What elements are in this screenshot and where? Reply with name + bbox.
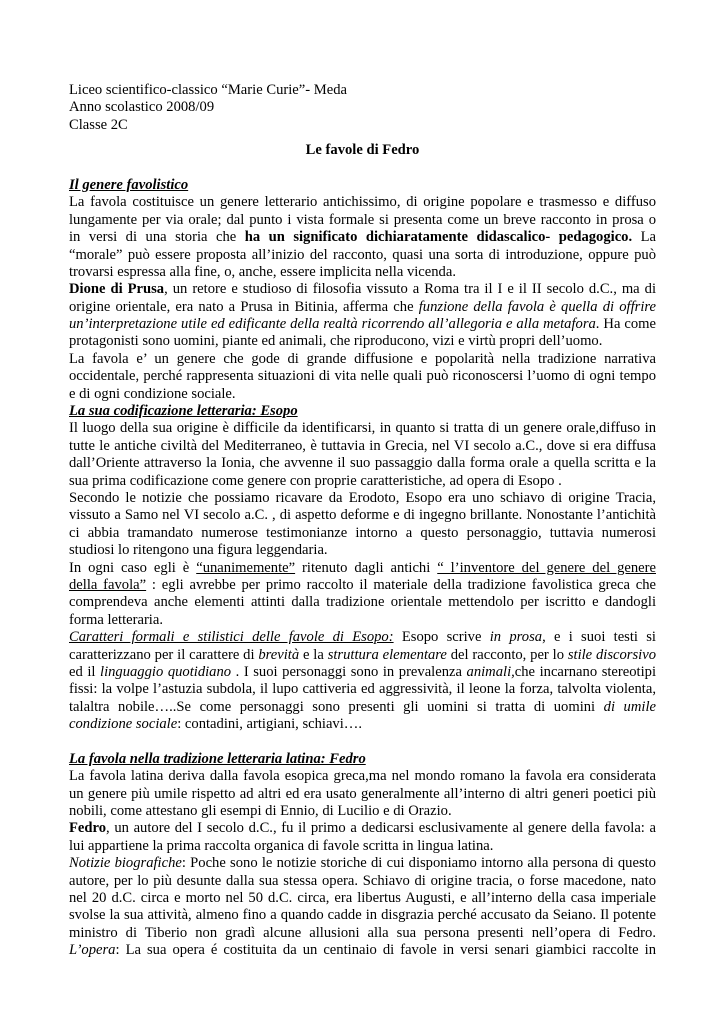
paragraph-fedro: Fedro, un autore del I secolo d.C., fu il primo a dedicarsi esclusivamente al genere della favola: a lui appartiene la prima raccolta organica di favole scritta in lingua latina. bbox=[69, 820, 656, 854]
section-heading-esopo: La sua codificazione letteraria: Esopo bbox=[69, 403, 298, 420]
paragraph-dione: Dione di Prusa, un retore e studioso di filosofia vissuto a Roma tra il I e il II secolo d.C., ma di origine orientale, era nato a Prusa in Bitinia, afferma che funzione della favola è quella di offrire un’interpretazione utile ed edificante della realtà ricorrendo all’allegoria e alla metafora. Ha come protagonisti sono uomini, piante ed animali, che riproducono, vizi e virtù propri dell’uomo. bbox=[69, 281, 656, 350]
school-year: Anno scolastico 2008/09 bbox=[69, 99, 215, 116]
paragraph-latin-fable: La favola latina deriva dalla favola esopica greca,ma nel mondo romano la favola era considerata un genere più umile rispetto ad altri ed era usato generalmente all’interno di altri generi poetici più nobili, come attestano gli esempi di Ennio, di Lucilio e di Orazio. bbox=[69, 768, 656, 820]
paragraph-herodotus: Secondo le notizie che possiamo ricavare da Erodoto, Esopo era uno schiavo di origine Tracia, vissuto a Samo nel VI secolo a.C. , di aspetto deforme e di ingegno brillante. Nonostante l’antichità ci abbia tramandato numerose testimonianze intorno a questo personaggio, tuttavia numerosi studiosi lo ritengono una figura leggendaria. bbox=[69, 489, 656, 559]
paragraph-diffusion: La favola e’ un genere che gode di grande diffusione e popolarità nella tradizione narrativa occidentale, perché rappresenta situazioni di vita nelle quali può riconoscersi l’uomo di ogni tempo e di ogni condizione sociale. bbox=[69, 350, 656, 402]
paragraph-work: L’opera: La sua opera é costituita da un centinaio di favole in versi senari giambici raccolte in bbox=[69, 942, 656, 959]
section-heading-fedro: La favola nella tradizione letteraria latina: Fedro bbox=[69, 750, 366, 767]
paragraph-inventor: In ogni caso egli è “unanimemente” ritenuto dagli antichi “ l’inventore del genere del genere della favola” : egli avrebbe per primo raccolto il materiale della tradizione favolistica greca che comprendeva anche elementi attinti dalla tradizione orientale mettendolo per iscritto e dandogli forma letteraria. bbox=[69, 559, 657, 628]
paragraph-style: Caratteri formali e stilistici delle favole di Esopo: Esopo scrive in prosa, e i suoi testi si caratterizzano per il carattere di brevità e la struttura elementare del racconto, per lo stile discorsivo ed il linguaggio quotidiano . I suoi personaggi sono in prevalenza animali,che incarnano stereotipi fissi: la volpe l’astuzia subdola, il lupo cattiveria ed aggressività, il leone la forza, talvolta violenta, talaltra nobile…..Se come personaggi sono presenti gli uomini si tratta di uomini di umile condizione sociale: contadini, artigiani, schiavi…. bbox=[69, 629, 656, 733]
document-title: Le favole di Fedro bbox=[305, 142, 420, 159]
school-name: Liceo scientifico-classico “Marie Curie”- Meda bbox=[69, 82, 347, 98]
paragraph-origin: Il luogo della sua origine è difficile da identificarsi, in quanto si tratta di un genere orale,diffuso in tutte le antiche civiltà del Mediterraneo, è tuttavia in Grecia, nel VI secolo a.C., dove si era diffusa dall’Oriente attraverso la Ionia, che avvenne il suo passaggio dalla forma orale a quella scritta e la sua prima codificazione come genere con proprie caratteristiche, ad opera di Esopo . bbox=[69, 420, 656, 489]
class-name: Classe 2C bbox=[69, 116, 128, 133]
section-heading-genre: Il genere favolistico bbox=[69, 176, 189, 193]
paragraph-biography: Notizie biografiche: Poche sono le notizie storiche di cui disponiamo intorno alla persona di questo autore, per lo più desunte dalla sua stessa opera. Schiavo di origine tracia, o forse macedone, nato nel 20 d.C. circa e morto nel 50 d.C. circa, era libertus Augusti, e all’interno della casa imperiale svolse la sua attività, almeno fino a quando cadde in disgrazia perché accusato da Seiano. Il potente ministro di Tiberio non gradì alcune allusioni alla sua persona presenti nell’opera di Fedro. bbox=[69, 855, 656, 941]
paragraph-genre-definition: La favola costituisce un genere letterario antichissimo, di origine popolare e trasmesso e diffuso lungamente per via orale; dal punto i vista formale si presenta come un breve racconto in prosa o in versi di una storia che ha un significato dichiaratamente didascalico- pedagogico. La “morale” può essere proposta all’inizio del racconto, quasi una sorta di introduzione, oppure può trovarsi espressa alla fine, o, anche, essere implicita nella vicenda. bbox=[69, 194, 656, 280]
